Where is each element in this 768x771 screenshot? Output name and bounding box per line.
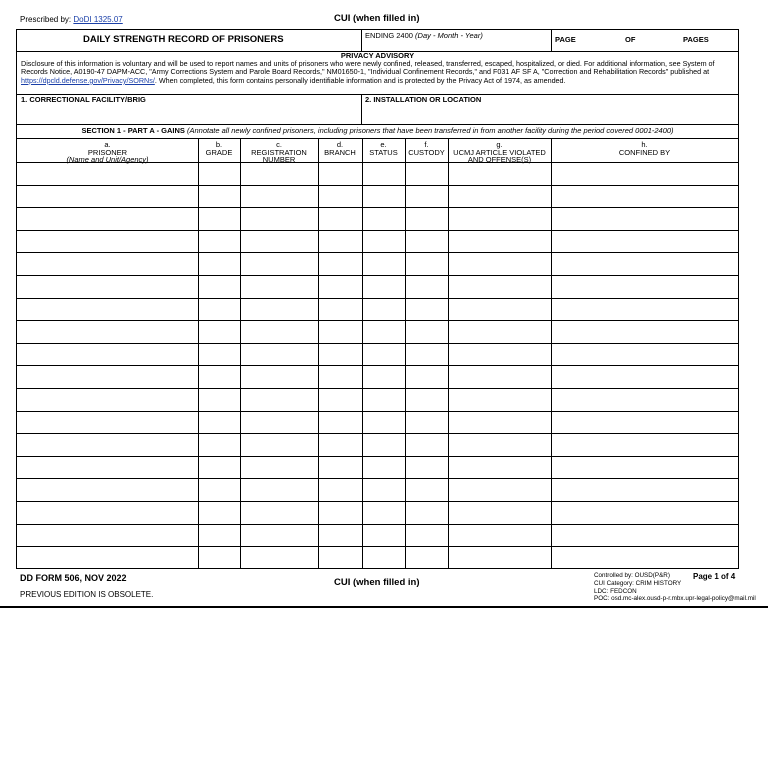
table-row[interactable] bbox=[17, 343, 738, 366]
table-row[interactable] bbox=[17, 433, 738, 456]
prescribed-link[interactable]: DoDI 1325.07 bbox=[73, 15, 123, 24]
previous-edition-note: PREVIOUS EDITION IS OBSOLETE. bbox=[20, 590, 154, 599]
col-letter: a. bbox=[104, 140, 111, 149]
table-row[interactable] bbox=[17, 230, 738, 253]
of-label: OF bbox=[625, 35, 636, 44]
col-sub: (Name and Unit/Agency) bbox=[66, 155, 149, 164]
pages-label: PAGES bbox=[683, 35, 709, 44]
gains-table bbox=[17, 138, 738, 568]
table-row[interactable] bbox=[17, 524, 738, 547]
table-row[interactable] bbox=[17, 546, 738, 569]
col-letter: b. bbox=[215, 140, 223, 149]
cui-category: CUI Category: CRIM HISTORY bbox=[594, 579, 682, 587]
controlled-by: Controlled by: OUSD(P&R) bbox=[594, 572, 670, 579]
col-label: UCMJ ARTICLE VIOLATED AND OFFENSE(S) bbox=[453, 147, 546, 164]
prescribed-by bbox=[20, 15, 123, 24]
table-row[interactable] bbox=[17, 478, 738, 501]
col-label: GRADE bbox=[205, 147, 233, 157]
poc: POC: osd.mc-alex.ousd-p-r.mbx.upr-legal-policy@mail.mil bbox=[594, 595, 756, 603]
correctional-facility-label: 1. CORRECTIONAL FACILITY/BRIG bbox=[21, 95, 146, 104]
cui-marking-bottom: CUI (when filled in) bbox=[334, 577, 420, 588]
table-row[interactable] bbox=[17, 411, 738, 434]
table-row[interactable] bbox=[17, 320, 738, 343]
table-row[interactable] bbox=[17, 298, 738, 321]
ending-hint: (Day - Month - Year) bbox=[415, 31, 483, 40]
table-row[interactable] bbox=[17, 388, 738, 411]
section-title bbox=[17, 127, 738, 136]
privacy-title: PRIVACY ADVISORY bbox=[340, 51, 415, 60]
col-letter: f. bbox=[424, 140, 429, 149]
col-letter: g. bbox=[496, 140, 503, 149]
table-row[interactable] bbox=[17, 456, 738, 479]
table-row[interactable] bbox=[17, 185, 738, 208]
form-number: DD FORM 506, NOV 2022 bbox=[20, 573, 127, 583]
privacy-text-part2: . When completed, this form contains personally identifiable information and is protected by the Privacy Act of 1974, as amended. bbox=[154, 75, 566, 85]
installation-input[interactable] bbox=[365, 106, 735, 122]
col-label: CUSTODY bbox=[408, 147, 445, 157]
page-label: PAGE bbox=[555, 35, 576, 44]
form-frame bbox=[16, 29, 739, 569]
col-letter: d. bbox=[336, 140, 344, 149]
ending-field[interactable] bbox=[365, 32, 483, 41]
col-letter: h. bbox=[641, 140, 648, 149]
col-letter: e. bbox=[380, 140, 387, 149]
col-label: PRISONER bbox=[87, 147, 128, 157]
prescribed-label: Prescribed by: bbox=[20, 15, 72, 24]
table-row[interactable] bbox=[17, 252, 738, 275]
table-row[interactable] bbox=[17, 275, 738, 298]
cui-marking-top: CUI (when filled in) bbox=[334, 13, 420, 24]
ending-label: ENDING 2400 bbox=[365, 31, 413, 40]
privacy-text-part1: Disclosure of this information is voluntary and will be used to report names and units of prisoners who were newly confined, released, transferred, escaped, hospitalized, or died. For additional information, see System of Records Notice, A0190-47 DAPM-ACC, "Army Corrections System and Parole Board Records," NM01650-1, "Individual Confinement Records," and F031 AF SF A, "Correction and Rehabilitation Records" published at bbox=[21, 59, 715, 77]
sorns-link[interactable]: https://dpcld.defense.gov/Privacy/SORNs/ bbox=[21, 75, 155, 85]
col-label: CONFINED BY bbox=[618, 147, 671, 157]
table-row[interactable] bbox=[17, 162, 738, 185]
section-heading: SECTION 1 - PART A - GAINS bbox=[81, 126, 185, 135]
col-label: STATUS bbox=[369, 147, 398, 157]
installation-label: 2. INSTALLATION OR LOCATION bbox=[365, 95, 482, 104]
page-indicator: Page 1 of 4 bbox=[693, 572, 736, 581]
col-label: BRANCH bbox=[324, 147, 356, 157]
table-row[interactable] bbox=[17, 365, 738, 388]
correctional-facility-input[interactable] bbox=[21, 106, 357, 122]
form-title: DAILY STRENGTH RECORD OF PRISONERS bbox=[83, 34, 284, 45]
table-row[interactable] bbox=[17, 501, 738, 524]
ldc: LDC: FEDCON bbox=[594, 587, 637, 595]
col-letter: c. bbox=[276, 140, 282, 149]
section-note: (Annotate all newly confined prisoners, including prisoners that have been transferred in from another facility during the period covered 0001-2400) bbox=[187, 126, 674, 135]
privacy-advisory-text bbox=[21, 60, 733, 85]
page-bottom-rule bbox=[0, 606, 768, 608]
col-label: REGISTRATION NUMBER bbox=[251, 147, 307, 164]
table-row[interactable] bbox=[17, 207, 738, 230]
